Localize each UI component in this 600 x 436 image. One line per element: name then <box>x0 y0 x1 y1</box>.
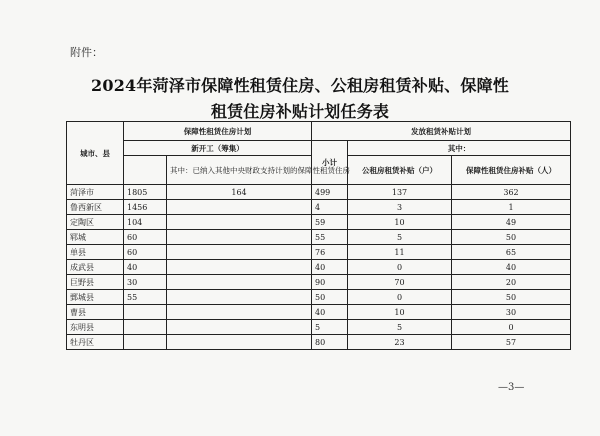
header-guarantee-rent-subsidy: 保障性租赁住房补贴（人） <box>452 156 571 185</box>
cell-city: 菏泽市 <box>67 185 124 200</box>
cell-public-rent: 5 <box>348 320 452 335</box>
cell-central <box>167 260 312 275</box>
page-title-line2: 租赁住房补贴计划任务表 <box>210 102 390 121</box>
table-row <box>67 200 571 215</box>
cell-central <box>167 290 312 305</box>
cell-public-rent: 137 <box>348 185 452 200</box>
cell-public-rent: 23 <box>348 335 452 350</box>
header-housing-plan: 保障性租赁住房计划 <box>124 122 312 141</box>
cell-new-start <box>124 335 167 350</box>
cell-central <box>167 320 312 335</box>
table-row <box>67 185 571 200</box>
cell-subtotal: 499 <box>312 185 348 200</box>
cell-central <box>167 335 312 350</box>
cell-subtotal: 4 <box>312 200 348 215</box>
header-city: 城市、县 <box>67 122 124 185</box>
cell-guarantee-rent: 30 <box>452 305 571 320</box>
cell-guarantee-rent: 49 <box>452 215 571 230</box>
cell-guarantee-rent: 1 <box>452 200 571 215</box>
cell-guarantee-rent: 40 <box>452 260 571 275</box>
cell-subtotal: 76 <box>312 245 348 260</box>
header-row-1 <box>67 122 571 141</box>
cell-subtotal: 50 <box>312 290 348 305</box>
cell-new-start: 40 <box>124 260 167 275</box>
cell-subtotal: 90 <box>312 275 348 290</box>
cell-new-start: 1456 <box>124 200 167 215</box>
table-row <box>67 245 571 260</box>
header-of-which-central: 其中：已纳入其他中央财政支持计划的保障性租赁住房 <box>167 156 312 185</box>
cell-new-start <box>124 305 167 320</box>
header-subsidy-plan: 发放租赁补贴计划 <box>312 122 571 141</box>
header-public-rent-subsidy: 公租房租赁补贴（户） <box>348 156 452 185</box>
cell-subtotal: 55 <box>312 230 348 245</box>
cell-guarantee-rent: 0 <box>452 320 571 335</box>
cell-guarantee-rent: 65 <box>452 245 571 260</box>
plan-table <box>66 121 571 350</box>
cell-subtotal: 59 <box>312 215 348 230</box>
header-new-start: 新开工（筹集） <box>124 141 312 156</box>
cell-subtotal: 40 <box>312 260 348 275</box>
header-subtotal: 小计 <box>312 141 348 185</box>
cell-city: 东明县 <box>67 320 124 335</box>
cell-guarantee-rent: 50 <box>452 290 571 305</box>
table-row <box>67 215 571 230</box>
cell-subtotal: 80 <box>312 335 348 350</box>
cell-central <box>167 275 312 290</box>
cell-public-rent: 10 <box>348 305 452 320</box>
cell-subtotal: 40 <box>312 305 348 320</box>
cell-public-rent: 70 <box>348 275 452 290</box>
cell-city: 定陶区 <box>67 215 124 230</box>
cell-public-rent: 5 <box>348 230 452 245</box>
cell-city: 曹县 <box>67 305 124 320</box>
cell-new-start: 1805 <box>124 185 167 200</box>
page-title-line1: 2024年菏泽市保障性租赁住房、公租房租赁补贴、保障性 <box>91 76 509 95</box>
cell-subtotal: 5 <box>312 320 348 335</box>
table-row <box>67 320 571 335</box>
cell-new-start: 30 <box>124 275 167 290</box>
cell-central <box>167 305 312 320</box>
cell-new-start <box>124 320 167 335</box>
cell-central <box>167 230 312 245</box>
cell-guarantee-rent: 20 <box>452 275 571 290</box>
cell-central <box>167 215 312 230</box>
cell-central: 164 <box>167 185 312 200</box>
cell-public-rent: 11 <box>348 245 452 260</box>
cell-central <box>167 245 312 260</box>
table-row <box>67 260 571 275</box>
cell-new-start: 104 <box>124 215 167 230</box>
cell-city: 巨野县 <box>67 275 124 290</box>
table-row <box>67 290 571 305</box>
cell-new-start: 60 <box>124 230 167 245</box>
table-row <box>67 335 571 350</box>
cell-new-start: 55 <box>124 290 167 305</box>
cell-central <box>167 200 312 215</box>
cell-public-rent: 3 <box>348 200 452 215</box>
cell-city: 单县 <box>67 245 124 260</box>
cell-public-rent: 0 <box>348 290 452 305</box>
attachment-label: 附件： <box>70 46 103 59</box>
cell-guarantee-rent: 50 <box>452 230 571 245</box>
header-new-start-blank <box>124 156 167 185</box>
table-row <box>67 275 571 290</box>
cell-guarantee-rent: 57 <box>452 335 571 350</box>
cell-new-start: 60 <box>124 245 167 260</box>
table-row <box>67 305 571 320</box>
cell-city: 鲁西新区 <box>67 200 124 215</box>
cell-city: 鄄城县 <box>67 290 124 305</box>
page-number: —3— <box>498 382 525 393</box>
cell-city: 成武县 <box>67 260 124 275</box>
cell-city: 郓城 <box>67 230 124 245</box>
header-of-which: 其中： <box>348 141 571 156</box>
cell-city: 牡丹区 <box>67 335 124 350</box>
cell-guarantee-rent: 362 <box>452 185 571 200</box>
header-row-2 <box>67 141 571 156</box>
cell-public-rent: 0 <box>348 260 452 275</box>
table-row <box>67 230 571 245</box>
cell-public-rent: 10 <box>348 215 452 230</box>
